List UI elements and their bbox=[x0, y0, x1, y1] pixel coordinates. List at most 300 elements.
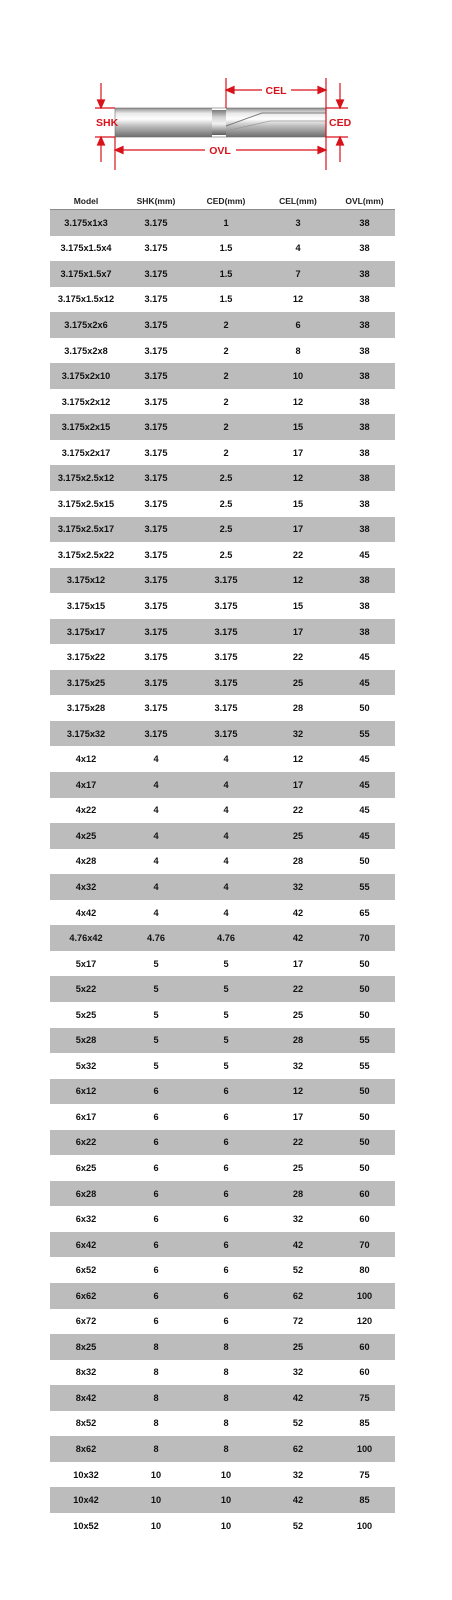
cell-ced: 6 bbox=[190, 1257, 262, 1283]
table-row bbox=[50, 1411, 395, 1437]
ced-label: CED bbox=[329, 117, 352, 129]
cell-cel: 17 bbox=[262, 951, 334, 977]
cell-ovl: 45 bbox=[334, 823, 395, 849]
cell-cel: 12 bbox=[262, 287, 334, 313]
table-row bbox=[50, 440, 395, 466]
cell-ced: 6 bbox=[190, 1232, 262, 1258]
cell-ovl: 45 bbox=[334, 670, 395, 696]
table-row bbox=[50, 1130, 395, 1156]
cell-shk: 10 bbox=[122, 1462, 190, 1488]
cell-model: 3.175x1.5x4 bbox=[50, 236, 122, 262]
cell-ovl: 38 bbox=[334, 261, 395, 287]
cell-ced: 1.5 bbox=[190, 261, 262, 287]
cell-ced: 5 bbox=[190, 1053, 262, 1079]
cell-model: 3.175x2x17 bbox=[50, 440, 122, 466]
table-row bbox=[50, 491, 395, 517]
cell-ovl: 80 bbox=[334, 1257, 395, 1283]
table-row bbox=[50, 236, 395, 262]
cell-model: 3.175x1.5x7 bbox=[50, 261, 122, 287]
cel-label: CEL bbox=[265, 85, 287, 97]
cell-ced: 6 bbox=[190, 1130, 262, 1156]
cell-model: 3.175x2x6 bbox=[50, 312, 122, 338]
table-row bbox=[50, 210, 395, 236]
cell-shk: 3.175 bbox=[122, 363, 190, 389]
cell-model: 3.175x17 bbox=[50, 619, 122, 645]
cell-model: 5x32 bbox=[50, 1053, 122, 1079]
table-row bbox=[50, 363, 395, 389]
cell-ced: 4 bbox=[190, 772, 262, 798]
header-cel: CEL(mm) bbox=[262, 193, 334, 210]
cell-shk: 4 bbox=[122, 798, 190, 824]
cell-shk: 10 bbox=[122, 1513, 190, 1539]
cell-shk: 3.175 bbox=[122, 236, 190, 262]
cell-cel: 22 bbox=[262, 1130, 334, 1156]
table-row bbox=[50, 1053, 395, 1079]
cell-shk: 3.175 bbox=[122, 568, 190, 594]
cell-cel: 15 bbox=[262, 491, 334, 517]
table-row bbox=[50, 389, 395, 415]
cell-model: 4x17 bbox=[50, 772, 122, 798]
cell-shk: 3.175 bbox=[122, 517, 190, 543]
cell-ced: 2 bbox=[190, 363, 262, 389]
cell-ovl: 38 bbox=[334, 517, 395, 543]
neck bbox=[212, 110, 226, 135]
table-row bbox=[50, 517, 395, 543]
cell-shk: 6 bbox=[122, 1309, 190, 1335]
cell-shk: 4 bbox=[122, 823, 190, 849]
cell-ced: 1 bbox=[190, 210, 262, 236]
cell-shk: 4 bbox=[122, 900, 190, 926]
cell-shk: 8 bbox=[122, 1385, 190, 1411]
table-row bbox=[50, 976, 395, 1002]
header-ovl: OVL(mm) bbox=[334, 193, 395, 210]
cell-shk: 5 bbox=[122, 951, 190, 977]
end-mill-drawing bbox=[0, 0, 452, 185]
cell-ced: 5 bbox=[190, 1002, 262, 1028]
table-row bbox=[50, 874, 395, 900]
cell-ced: 2.5 bbox=[190, 517, 262, 543]
table-row bbox=[50, 414, 395, 440]
cell-model: 10x32 bbox=[50, 1462, 122, 1488]
header-ced: CED(mm) bbox=[190, 193, 262, 210]
table-row bbox=[50, 900, 395, 926]
cell-shk: 4 bbox=[122, 772, 190, 798]
table-row bbox=[50, 1079, 395, 1105]
cell-ced: 10 bbox=[190, 1462, 262, 1488]
cell-cel: 62 bbox=[262, 1283, 334, 1309]
cell-ced: 8 bbox=[190, 1436, 262, 1462]
cell-shk: 3.175 bbox=[122, 695, 190, 721]
cell-cel: 22 bbox=[262, 976, 334, 1002]
cell-ced: 2.5 bbox=[190, 465, 262, 491]
cell-ced: 6 bbox=[190, 1181, 262, 1207]
cell-model: 6x17 bbox=[50, 1104, 122, 1130]
cell-model: 10x52 bbox=[50, 1513, 122, 1539]
cell-ced: 4 bbox=[190, 874, 262, 900]
cell-ovl: 100 bbox=[334, 1283, 395, 1309]
cell-cel: 7 bbox=[262, 261, 334, 287]
cell-cel: 32 bbox=[262, 1206, 334, 1232]
cell-shk: 6 bbox=[122, 1257, 190, 1283]
cell-shk: 4 bbox=[122, 746, 190, 772]
cell-model: 3.175x2.5x15 bbox=[50, 491, 122, 517]
cell-model: 8x32 bbox=[50, 1360, 122, 1386]
cell-model: 3.175x2x8 bbox=[50, 338, 122, 364]
cell-ced: 2.5 bbox=[190, 542, 262, 568]
cell-ovl: 60 bbox=[334, 1206, 395, 1232]
table-row bbox=[50, 1436, 395, 1462]
cell-model: 4x28 bbox=[50, 849, 122, 875]
cell-ovl: 100 bbox=[334, 1436, 395, 1462]
table-row bbox=[50, 338, 395, 364]
header-shk: SHK(mm) bbox=[122, 193, 190, 210]
table-row bbox=[50, 1309, 395, 1335]
cell-ced: 6 bbox=[190, 1104, 262, 1130]
shk-label: SHK bbox=[96, 117, 119, 129]
cell-ced: 6 bbox=[190, 1309, 262, 1335]
cell-shk: 3.175 bbox=[122, 465, 190, 491]
cell-ovl: 38 bbox=[334, 619, 395, 645]
cell-shk: 6 bbox=[122, 1283, 190, 1309]
cell-cel: 17 bbox=[262, 772, 334, 798]
cell-model: 3.175x12 bbox=[50, 568, 122, 594]
cell-ced: 1.5 bbox=[190, 287, 262, 313]
shank bbox=[115, 108, 212, 137]
cell-cel: 25 bbox=[262, 670, 334, 696]
cell-shk: 3.175 bbox=[122, 287, 190, 313]
cell-cel: 52 bbox=[262, 1257, 334, 1283]
cell-ovl: 38 bbox=[334, 491, 395, 517]
table-row bbox=[50, 1155, 395, 1181]
cell-model: 3.175x1x3 bbox=[50, 210, 122, 236]
cell-cel: 22 bbox=[262, 644, 334, 670]
cell-cel: 52 bbox=[262, 1513, 334, 1539]
table-row bbox=[50, 465, 395, 491]
cell-ced: 2 bbox=[190, 440, 262, 466]
table-row bbox=[50, 1181, 395, 1207]
cell-model: 3.175x22 bbox=[50, 644, 122, 670]
cell-ovl: 38 bbox=[334, 389, 395, 415]
cell-cel: 42 bbox=[262, 1385, 334, 1411]
cell-ovl: 45 bbox=[334, 798, 395, 824]
table-row bbox=[50, 261, 395, 287]
cell-shk: 4 bbox=[122, 874, 190, 900]
cell-model: 5x17 bbox=[50, 951, 122, 977]
cell-shk: 8 bbox=[122, 1334, 190, 1360]
cell-cel: 32 bbox=[262, 874, 334, 900]
cell-ovl: 50 bbox=[334, 976, 395, 1002]
cell-ovl: 50 bbox=[334, 695, 395, 721]
cell-model: 8x42 bbox=[50, 1385, 122, 1411]
cell-ovl: 38 bbox=[334, 210, 395, 236]
table-row bbox=[50, 849, 395, 875]
cell-shk: 6 bbox=[122, 1181, 190, 1207]
cell-cel: 32 bbox=[262, 1462, 334, 1488]
table-row bbox=[50, 1028, 395, 1054]
cell-shk: 6 bbox=[122, 1079, 190, 1105]
table-row bbox=[50, 1232, 395, 1258]
cell-cel: 25 bbox=[262, 1155, 334, 1181]
cell-ovl: 38 bbox=[334, 338, 395, 364]
cell-ovl: 55 bbox=[334, 721, 395, 747]
cell-ced: 2 bbox=[190, 338, 262, 364]
cell-shk: 5 bbox=[122, 1002, 190, 1028]
cell-shk: 6 bbox=[122, 1206, 190, 1232]
cell-model: 3.175x32 bbox=[50, 721, 122, 747]
cell-ovl: 38 bbox=[334, 287, 395, 313]
cell-ced: 4 bbox=[190, 746, 262, 772]
cell-cel: 15 bbox=[262, 593, 334, 619]
cell-ced: 4 bbox=[190, 798, 262, 824]
cell-ovl: 38 bbox=[334, 465, 395, 491]
cell-ovl: 50 bbox=[334, 849, 395, 875]
cell-shk: 4.76 bbox=[122, 925, 190, 951]
cell-shk: 4 bbox=[122, 849, 190, 875]
table-header-row bbox=[50, 193, 395, 210]
table-row bbox=[50, 823, 395, 849]
header-model: Model bbox=[50, 193, 122, 210]
table-row bbox=[50, 670, 395, 696]
cell-model: 6x12 bbox=[50, 1079, 122, 1105]
table-row bbox=[50, 1462, 395, 1488]
cell-shk: 5 bbox=[122, 1053, 190, 1079]
table-row bbox=[50, 772, 395, 798]
cell-ovl: 55 bbox=[334, 1053, 395, 1079]
cell-model: 4x32 bbox=[50, 874, 122, 900]
cell-model: 4x12 bbox=[50, 746, 122, 772]
cell-cel: 28 bbox=[262, 849, 334, 875]
table-row bbox=[50, 925, 395, 951]
cell-ovl: 85 bbox=[334, 1487, 395, 1513]
cell-model: 5x22 bbox=[50, 976, 122, 1002]
cell-model: 4x42 bbox=[50, 900, 122, 926]
cell-ovl: 50 bbox=[334, 1155, 395, 1181]
cell-model: 6x32 bbox=[50, 1206, 122, 1232]
cell-shk: 5 bbox=[122, 976, 190, 1002]
cell-ovl: 45 bbox=[334, 772, 395, 798]
cell-cel: 10 bbox=[262, 363, 334, 389]
cell-ovl: 45 bbox=[334, 542, 395, 568]
cell-cel: 28 bbox=[262, 1028, 334, 1054]
cell-cel: 25 bbox=[262, 1334, 334, 1360]
cell-ced: 3.175 bbox=[190, 644, 262, 670]
cell-cel: 17 bbox=[262, 1104, 334, 1130]
cell-shk: 6 bbox=[122, 1232, 190, 1258]
cell-model: 3.175x28 bbox=[50, 695, 122, 721]
cell-cel: 3 bbox=[262, 210, 334, 236]
cell-ced: 2 bbox=[190, 312, 262, 338]
cell-cel: 32 bbox=[262, 721, 334, 747]
cell-model: 6x62 bbox=[50, 1283, 122, 1309]
cell-shk: 3.175 bbox=[122, 440, 190, 466]
cell-cel: 8 bbox=[262, 338, 334, 364]
tool-dimension-diagram bbox=[0, 0, 452, 185]
cell-model: 8x25 bbox=[50, 1334, 122, 1360]
cell-ced: 5 bbox=[190, 951, 262, 977]
cell-cel: 62 bbox=[262, 1436, 334, 1462]
cell-ovl: 38 bbox=[334, 568, 395, 594]
cell-ovl: 60 bbox=[334, 1181, 395, 1207]
cell-ced: 3.175 bbox=[190, 593, 262, 619]
cell-model: 3.175x2.5x22 bbox=[50, 542, 122, 568]
cell-ovl: 65 bbox=[334, 900, 395, 926]
cell-shk: 6 bbox=[122, 1104, 190, 1130]
cell-ced: 4 bbox=[190, 823, 262, 849]
cell-cel: 4 bbox=[262, 236, 334, 262]
cell-model: 5x28 bbox=[50, 1028, 122, 1054]
cell-ced: 6 bbox=[190, 1206, 262, 1232]
cell-ced: 10 bbox=[190, 1487, 262, 1513]
cell-cel: 15 bbox=[262, 414, 334, 440]
cell-ced: 5 bbox=[190, 976, 262, 1002]
cell-cel: 42 bbox=[262, 900, 334, 926]
cell-ced: 2.5 bbox=[190, 491, 262, 517]
table-row bbox=[50, 593, 395, 619]
cell-ced: 10 bbox=[190, 1513, 262, 1539]
cell-shk: 3.175 bbox=[122, 210, 190, 236]
cell-ced: 6 bbox=[190, 1283, 262, 1309]
cell-shk: 3.175 bbox=[122, 338, 190, 364]
cell-ovl: 50 bbox=[334, 1104, 395, 1130]
cell-shk: 10 bbox=[122, 1487, 190, 1513]
cell-cel: 42 bbox=[262, 1232, 334, 1258]
cell-ced: 3.175 bbox=[190, 695, 262, 721]
cell-ced: 2 bbox=[190, 389, 262, 415]
cell-ovl: 120 bbox=[334, 1309, 395, 1335]
cell-shk: 3.175 bbox=[122, 491, 190, 517]
cell-cel: 12 bbox=[262, 568, 334, 594]
cell-ovl: 50 bbox=[334, 1130, 395, 1156]
cell-shk: 3.175 bbox=[122, 542, 190, 568]
cell-model: 4x22 bbox=[50, 798, 122, 824]
table-row bbox=[50, 1283, 395, 1309]
cell-model: 3.175x2x15 bbox=[50, 414, 122, 440]
table-row bbox=[50, 287, 395, 313]
cell-cel: 22 bbox=[262, 542, 334, 568]
ovl-label: OVL bbox=[209, 145, 231, 157]
cell-cel: 25 bbox=[262, 1002, 334, 1028]
cell-ovl: 55 bbox=[334, 874, 395, 900]
cell-model: 4.76x42 bbox=[50, 925, 122, 951]
cell-ovl: 38 bbox=[334, 440, 395, 466]
cell-cel: 12 bbox=[262, 746, 334, 772]
cell-ovl: 75 bbox=[334, 1462, 395, 1488]
cell-model: 8x52 bbox=[50, 1411, 122, 1437]
cell-shk: 3.175 bbox=[122, 593, 190, 619]
cell-shk: 3.175 bbox=[122, 619, 190, 645]
table-row bbox=[50, 1206, 395, 1232]
cell-cel: 22 bbox=[262, 798, 334, 824]
cell-ced: 8 bbox=[190, 1385, 262, 1411]
cell-ovl: 50 bbox=[334, 1002, 395, 1028]
cell-model: 6x72 bbox=[50, 1309, 122, 1335]
cell-model: 4x25 bbox=[50, 823, 122, 849]
cell-shk: 3.175 bbox=[122, 644, 190, 670]
cell-ced: 4 bbox=[190, 849, 262, 875]
table-row bbox=[50, 798, 395, 824]
cell-cel: 17 bbox=[262, 440, 334, 466]
cell-ovl: 50 bbox=[334, 951, 395, 977]
cell-model: 6x42 bbox=[50, 1232, 122, 1258]
table-row bbox=[50, 1257, 395, 1283]
cell-cel: 25 bbox=[262, 823, 334, 849]
cell-cel: 42 bbox=[262, 925, 334, 951]
cell-ovl: 70 bbox=[334, 1232, 395, 1258]
cell-cel: 42 bbox=[262, 1487, 334, 1513]
cell-shk: 8 bbox=[122, 1360, 190, 1386]
cell-model: 3.175x2.5x17 bbox=[50, 517, 122, 543]
cell-ced: 3.175 bbox=[190, 670, 262, 696]
cell-model: 6x52 bbox=[50, 1257, 122, 1283]
table-row bbox=[50, 1385, 395, 1411]
table-row bbox=[50, 1487, 395, 1513]
cell-model: 3.175x15 bbox=[50, 593, 122, 619]
cell-ced: 3.175 bbox=[190, 721, 262, 747]
cell-shk: 3.175 bbox=[122, 670, 190, 696]
cell-model: 3.175x2x10 bbox=[50, 363, 122, 389]
cell-shk: 8 bbox=[122, 1436, 190, 1462]
cell-cel: 72 bbox=[262, 1309, 334, 1335]
cell-ced: 1.5 bbox=[190, 236, 262, 262]
table-row bbox=[50, 644, 395, 670]
cell-ovl: 50 bbox=[334, 1079, 395, 1105]
table-row bbox=[50, 568, 395, 594]
cell-cel: 32 bbox=[262, 1053, 334, 1079]
cell-ovl: 75 bbox=[334, 1385, 395, 1411]
cell-shk: 5 bbox=[122, 1028, 190, 1054]
table-row bbox=[50, 1002, 395, 1028]
cell-model: 8x62 bbox=[50, 1436, 122, 1462]
cell-ced: 3.175 bbox=[190, 568, 262, 594]
cell-ovl: 100 bbox=[334, 1513, 395, 1539]
cell-ced: 5 bbox=[190, 1028, 262, 1054]
cell-ced: 4 bbox=[190, 900, 262, 926]
cell-ovl: 85 bbox=[334, 1411, 395, 1437]
cell-ovl: 38 bbox=[334, 312, 395, 338]
cell-ovl: 70 bbox=[334, 925, 395, 951]
table-row bbox=[50, 1104, 395, 1130]
cell-ovl: 55 bbox=[334, 1028, 395, 1054]
cell-shk: 3.175 bbox=[122, 721, 190, 747]
cell-shk: 8 bbox=[122, 1411, 190, 1437]
cell-ced: 8 bbox=[190, 1411, 262, 1437]
cell-model: 5x25 bbox=[50, 1002, 122, 1028]
cell-model: 6x22 bbox=[50, 1130, 122, 1156]
cell-shk: 3.175 bbox=[122, 389, 190, 415]
cell-ovl: 45 bbox=[334, 644, 395, 670]
cell-shk: 3.175 bbox=[122, 312, 190, 338]
cell-model: 3.175x2.5x12 bbox=[50, 465, 122, 491]
cell-model: 6x25 bbox=[50, 1155, 122, 1181]
cell-ced: 8 bbox=[190, 1334, 262, 1360]
cell-shk: 3.175 bbox=[122, 261, 190, 287]
cell-cel: 17 bbox=[262, 517, 334, 543]
cell-ced: 6 bbox=[190, 1079, 262, 1105]
cell-model: 6x28 bbox=[50, 1181, 122, 1207]
table-body bbox=[50, 210, 395, 1539]
cell-model: 3.175x25 bbox=[50, 670, 122, 696]
cell-model: 3.175x1.5x12 bbox=[50, 287, 122, 313]
cell-model: 10x42 bbox=[50, 1487, 122, 1513]
cell-ovl: 60 bbox=[334, 1360, 395, 1386]
cell-cel: 28 bbox=[262, 695, 334, 721]
cell-model: 3.175x2x12 bbox=[50, 389, 122, 415]
cell-cel: 28 bbox=[262, 1181, 334, 1207]
cell-ovl: 38 bbox=[334, 414, 395, 440]
cell-shk: 6 bbox=[122, 1155, 190, 1181]
cell-ovl: 38 bbox=[334, 236, 395, 262]
cell-ovl: 60 bbox=[334, 1334, 395, 1360]
